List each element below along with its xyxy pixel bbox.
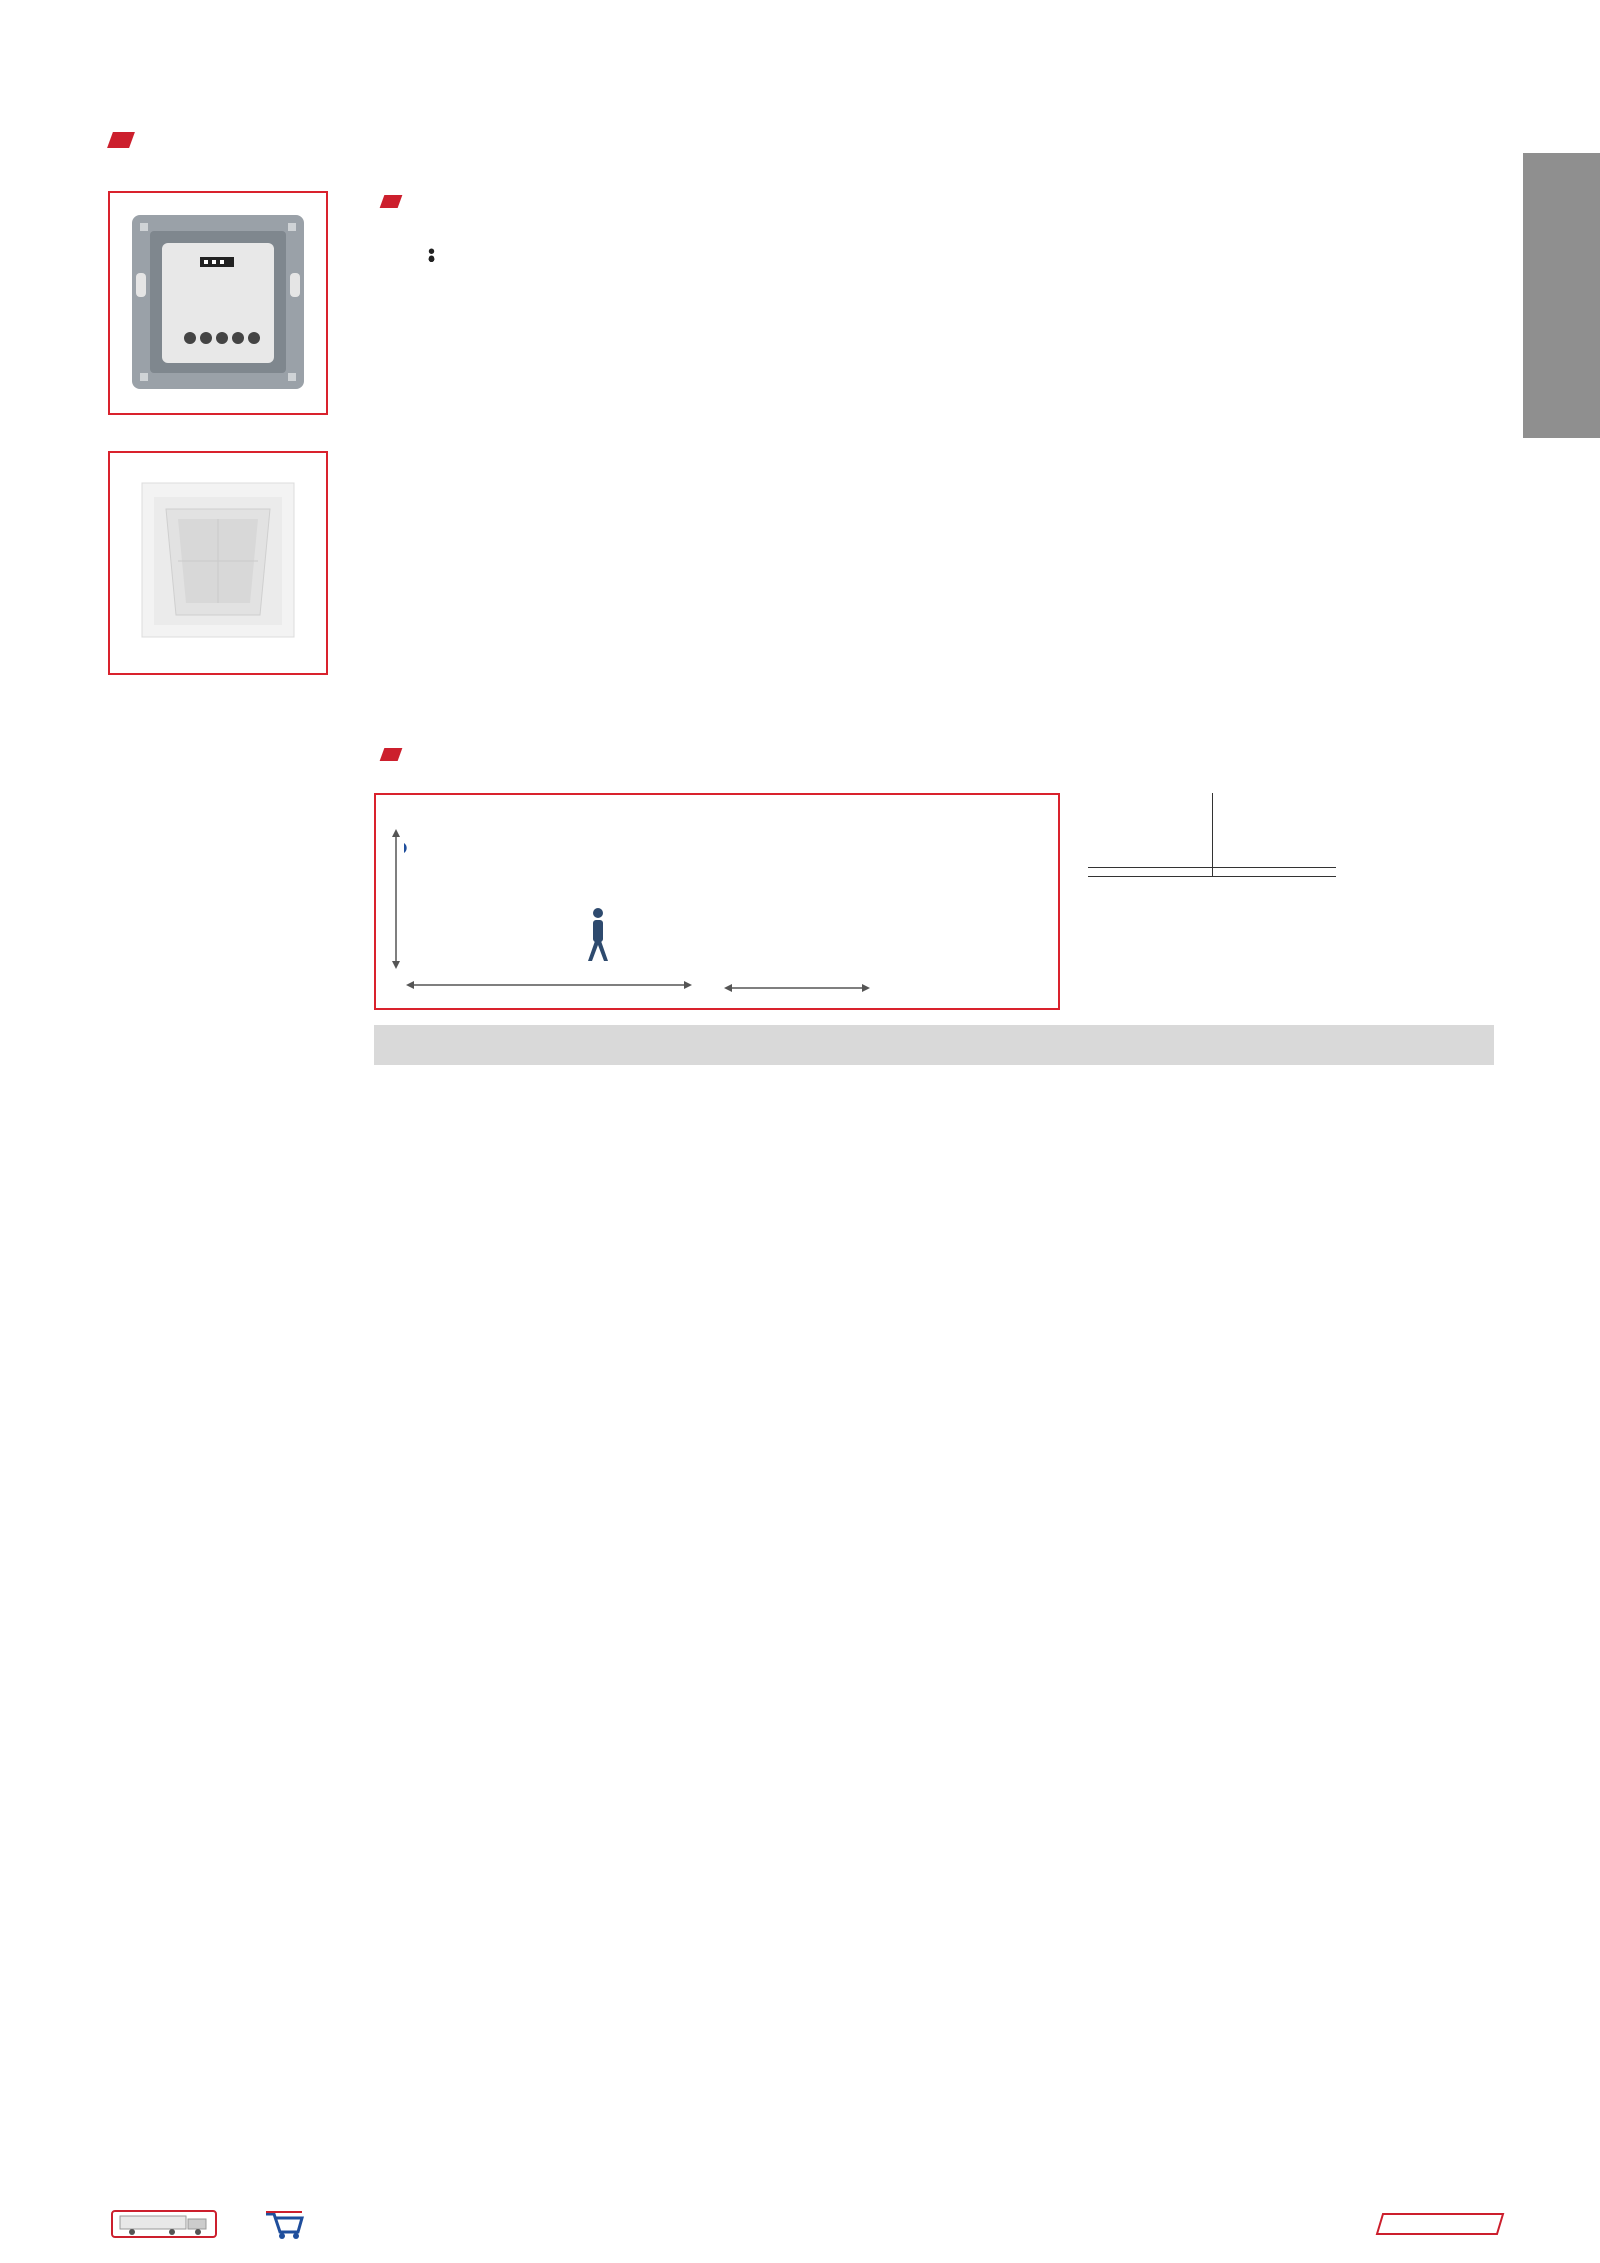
info-marker-icon (380, 195, 403, 208)
coverage-diagram-svg (376, 795, 1058, 1008)
coverage-header-range (1212, 793, 1336, 868)
section-marker-icon (107, 132, 135, 148)
cart-icon (262, 2208, 306, 2245)
header-connection (877, 1025, 1083, 1065)
header-order-number (1327, 1025, 1494, 1065)
coverage-cell (1212, 868, 1336, 877)
header-availability (1083, 1025, 1235, 1065)
info-title (382, 195, 412, 208)
motion-sensor-cover-image (110, 453, 326, 673)
footer-legend (110, 2208, 318, 2245)
person-icon (588, 908, 608, 961)
product-image-ev103016 (108, 451, 328, 675)
truck-icon (110, 2209, 220, 2244)
section-title (110, 132, 146, 148)
switch-insert-image (110, 193, 326, 413)
coverage-cell (1088, 868, 1212, 877)
header-description (374, 1025, 877, 1065)
product-image-ev103031 (108, 191, 328, 415)
schrack-logo (1375, 2212, 1505, 2251)
header-store (1235, 1025, 1327, 1065)
products-table (374, 1025, 1494, 1065)
sensor-icon (404, 843, 407, 853)
page-tab (1523, 153, 1600, 438)
coverage-title (382, 748, 412, 761)
coverage-table (1088, 793, 1336, 877)
info-list (410, 236, 1470, 244)
coverage-marker-icon (380, 748, 403, 761)
products-header-row (374, 1025, 1494, 1065)
coverage-header-height (1088, 793, 1212, 868)
coverage-diagram (374, 793, 1060, 1010)
